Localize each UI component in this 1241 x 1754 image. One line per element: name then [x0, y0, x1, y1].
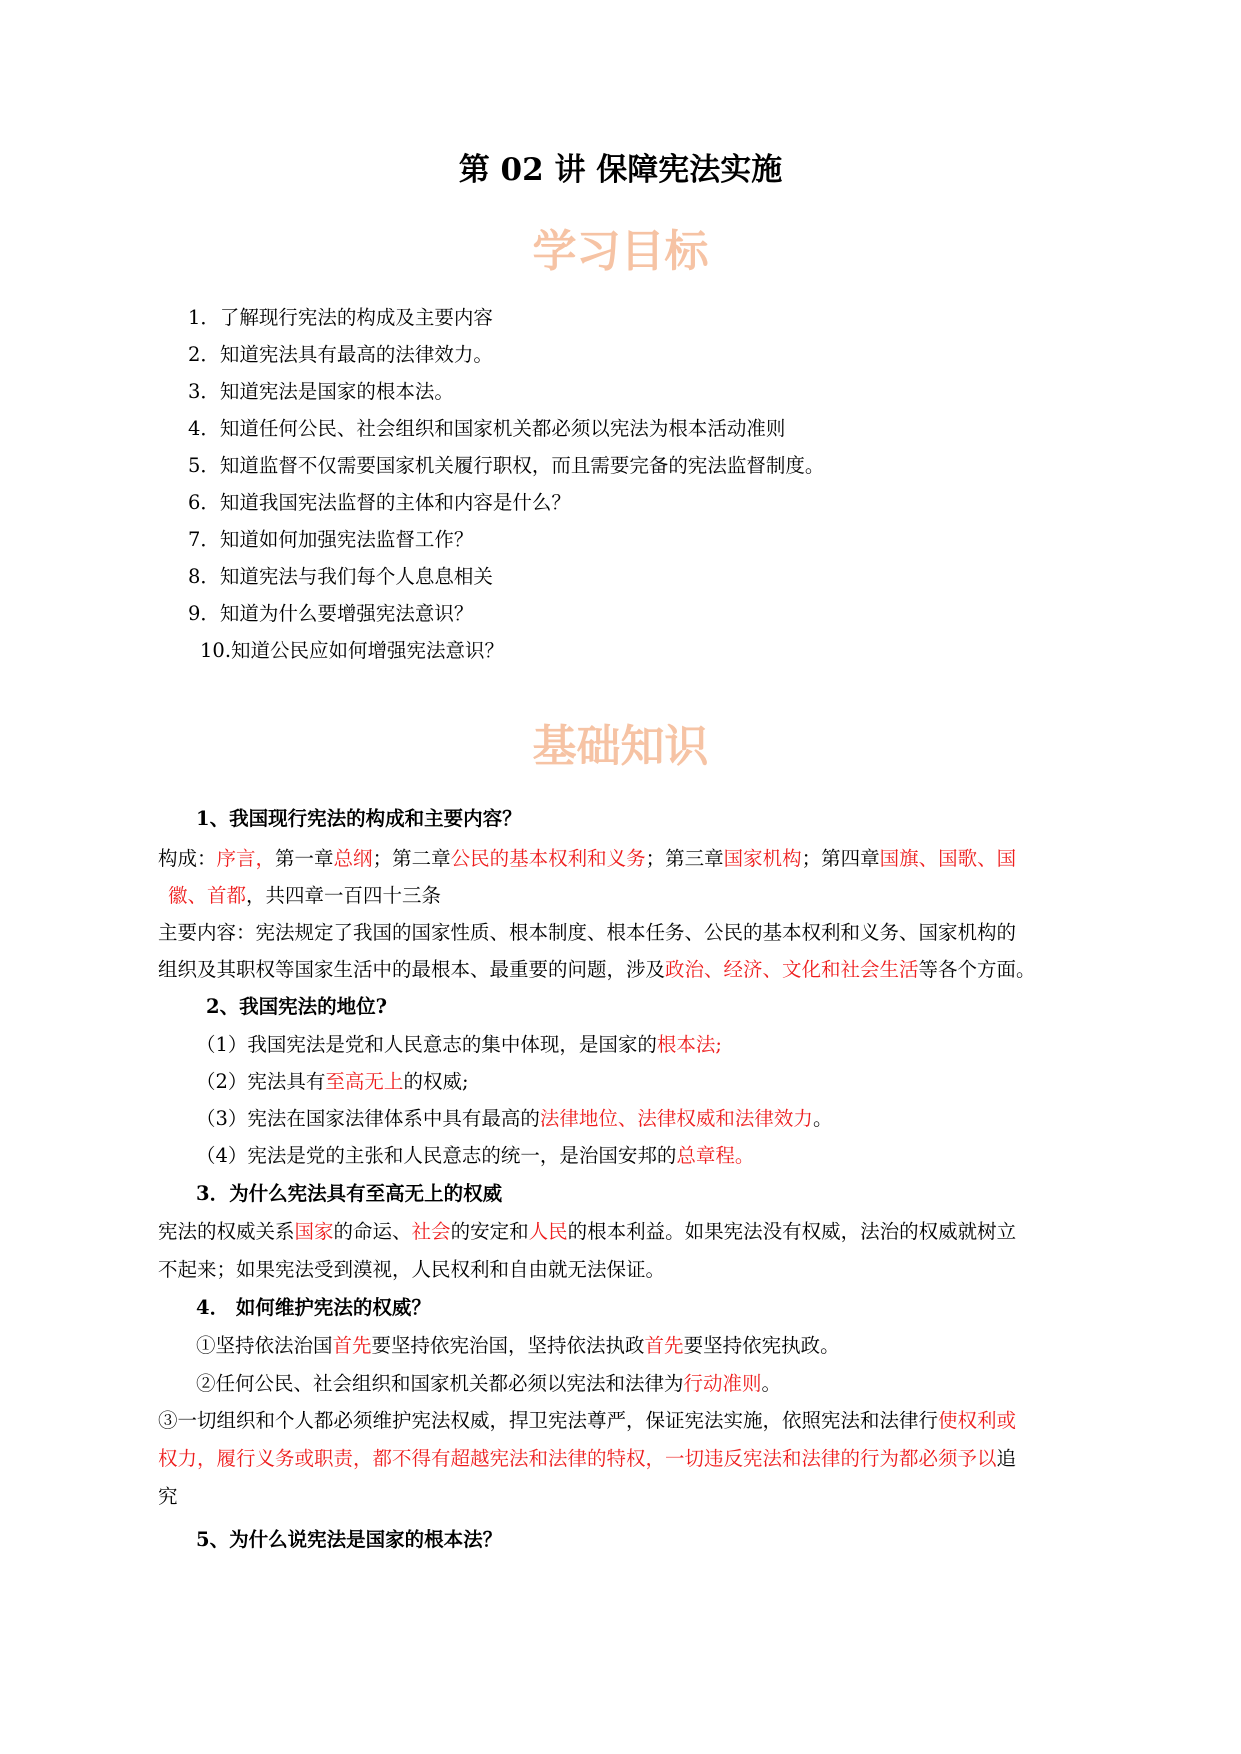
highlight-run: 公民的基本权利和义务: [450, 847, 646, 870]
q4-point-1: [196, 1332, 840, 1360]
text-run: 要坚持依宪执政。: [683, 1334, 840, 1357]
goal-item: 2．知道宪法具有最高的法律效力。: [188, 343, 493, 366]
text-run: 的安定和: [450, 1220, 529, 1243]
question-heading-5: 5、为什么说宪法是国家的根本法？: [196, 1528, 503, 1551]
text-run: （2）宪法具有: [196, 1070, 326, 1093]
highlight-run: 首先: [644, 1334, 684, 1357]
goal-item: 6．知道我国宪法监督的主体和内容是什么？: [188, 491, 571, 514]
q2-item-1: [196, 1031, 722, 1059]
question-heading-1: 1、我国现行宪法的构成和主要内容？: [196, 807, 522, 830]
q1-content-line-2: [158, 956, 1036, 984]
text-run: （3）宪法在国家法律体系中具有最高的: [196, 1107, 540, 1130]
text-run: 第一章: [275, 847, 334, 870]
q4-point-3-line-1: [158, 1407, 1016, 1435]
text-run: 。: [812, 1107, 833, 1130]
q3-answer-line-1: [158, 1218, 1016, 1246]
highlight-run: 序言，: [216, 847, 276, 870]
highlight-run: 国家: [294, 1220, 334, 1243]
highlight-run: 国家机构: [723, 847, 802, 870]
highlight-run: 权力，履行义务或职责，都不得有超越宪法和法律的特权，一切违反宪法和法律的行为都必须予以: [158, 1447, 997, 1470]
q2-item-2: [196, 1068, 469, 1096]
highlight-run: 总纲: [333, 847, 373, 870]
text-run: （1）我国宪法是党和人民意志的集中体现，是国家的: [196, 1033, 657, 1056]
goal-item: 7．知道如何加强宪法监督工作？: [188, 528, 474, 551]
text-run: 要坚持依宪治国，坚持依法执政: [371, 1334, 645, 1357]
page-title: 第 02 讲 保障宪法实施: [458, 152, 783, 188]
q4-point-3-line-2: [158, 1445, 1016, 1473]
section-title-basic-knowledge: 基础知识: [532, 721, 709, 772]
highlight-run: 根本法;: [656, 1033, 722, 1056]
goal-item: 4．知道任何公民、社会组织和国家机关都必须以宪法为根本活动准则: [188, 417, 786, 440]
text-run: 的权威;: [403, 1070, 469, 1093]
text-run: 的命运、: [333, 1220, 412, 1243]
text-run: 构成：: [158, 847, 217, 870]
goal-item: 8．知道宪法与我们每个人息息相关: [188, 565, 493, 588]
text-run: 等各个方面。: [918, 958, 1036, 981]
text-run: （4）宪法是党的主张和人民意志的统一，是治国安邦的: [196, 1144, 677, 1167]
text-run: 。: [761, 1372, 782, 1395]
q2-item-4: [196, 1142, 754, 1170]
question-heading-3: 3．为什么宪法具有至高无上的权威: [196, 1182, 503, 1205]
text-run: ，共四章一百四十三条: [246, 884, 442, 907]
highlight-run: 行动准则: [683, 1372, 762, 1395]
text-run: ②任何公民、社会组织和国家机关都必须以宪法和法律为: [196, 1372, 684, 1395]
q1-composition-line-2: [168, 882, 441, 910]
q4-point-3-line-3: 究: [158, 1485, 178, 1508]
q4-point-2: [196, 1370, 781, 1398]
text-run: ；第三章: [645, 847, 724, 870]
highlight-run: 徽、首都: [168, 884, 247, 907]
text-run: ；第二章: [372, 847, 451, 870]
text-run: 组织及其职权等国家生活中的最根本、最重要的问题，涉及: [158, 958, 666, 981]
section-title-learning-goals: 学习目标: [532, 226, 709, 277]
q3-answer-line-2: 不起来；如果宪法受到漠视，人民权利和自由就无法保证。: [158, 1258, 666, 1281]
highlight-run: 总章程。: [676, 1144, 755, 1167]
question-heading-2: 2、我国宪法的地位?: [206, 995, 387, 1018]
text-run: 追: [996, 1447, 1017, 1470]
q1-composition-line-1: [158, 845, 1016, 873]
text-run: ；第四章: [801, 847, 880, 870]
highlight-run: 社会: [411, 1220, 451, 1243]
text-run: ③一切组织和个人都必须维护宪法权威，捍卫宪法尊严，保证宪法实施，依照宪法和法律行: [158, 1409, 939, 1432]
text-run: ①坚持依法治国: [196, 1334, 333, 1357]
goal-item: 5．知道监督不仅需要国家机关履行职权，而且需要完备的宪法监督制度。: [188, 454, 825, 477]
highlight-run: 法律地位、法律权威和法律效力: [539, 1107, 813, 1130]
goal-item: 3．知道宪法是国家的根本法。: [188, 380, 454, 403]
highlight-run: 人民: [528, 1220, 568, 1243]
highlight-run: 使权利或: [938, 1409, 1017, 1432]
goal-item: 1．了解现行宪法的构成及主要内容: [188, 306, 493, 329]
highlight-run: 国旗、国歌、国: [879, 847, 1017, 870]
goal-item: 10.知道公民应如何增强宪法意识？: [200, 639, 505, 662]
goal-item: 9．知道为什么要增强宪法意识？: [188, 602, 474, 625]
question-heading-4: 4． 如何维护宪法的权威？: [196, 1296, 431, 1319]
highlight-run: 政治、经济、文化和社会生活: [665, 958, 919, 981]
q1-content-line-1: 主要内容：宪法规定了我国的国家性质、根本制度、根本任务、公民的基本权利和义务、国家机构的: [158, 921, 1017, 944]
highlight-run: 至高无上: [325, 1070, 404, 1093]
text-run: 的根本利益。如果宪法没有权威，法治的权威就树立: [567, 1220, 1017, 1243]
text-run: 宪法的权威关系: [158, 1220, 295, 1243]
highlight-run: 首先: [332, 1334, 372, 1357]
q2-item-3: [196, 1105, 832, 1133]
